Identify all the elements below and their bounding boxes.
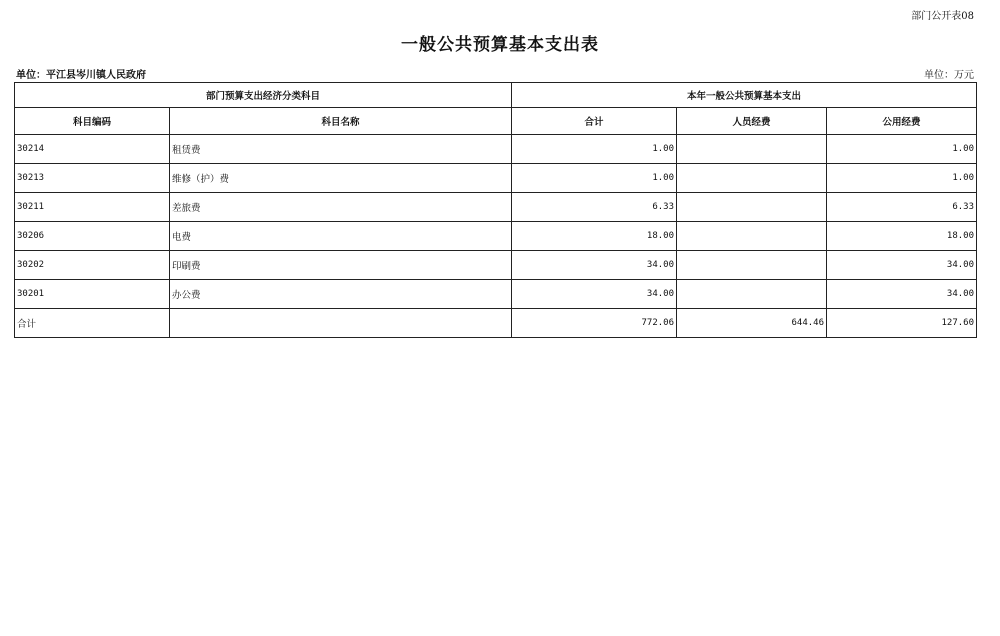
table-row	[15, 222, 977, 251]
cell-public: 6.33	[827, 193, 977, 222]
cell-name: 租赁费	[170, 135, 512, 164]
column-header-row	[15, 108, 977, 135]
cell-personnel	[677, 193, 827, 222]
unit-currency: 单位：万元	[924, 70, 974, 81]
cell-total: 34.00	[512, 280, 677, 309]
cell-personnel	[677, 222, 827, 251]
unit-organization: 单位：平江县岑川镇人民政府	[16, 70, 146, 81]
cell-public: 18.00	[827, 222, 977, 251]
cell-public: 127.60	[827, 309, 977, 338]
column-header-total: 合计	[512, 108, 677, 135]
cell-code: 30213	[15, 164, 170, 193]
group-header-row	[15, 83, 977, 108]
cell-code: 30214	[15, 135, 170, 164]
cell-total: 1.00	[512, 164, 677, 193]
cell-code: 30201	[15, 280, 170, 309]
column-header-personnel: 人员经费	[677, 108, 827, 135]
form-code: 部门公开表08	[911, 11, 974, 22]
cell-personnel	[677, 164, 827, 193]
group-header-classification: 部门预算支出经济分类科目	[15, 83, 512, 108]
column-header-name: 科目名称	[170, 108, 512, 135]
cell-total: 1.00	[512, 135, 677, 164]
cell-public: 34.00	[827, 251, 977, 280]
cell-public: 1.00	[827, 164, 977, 193]
table-row	[15, 251, 977, 280]
page-title: 一般公共预算基本支出表	[401, 35, 599, 55]
cell-name: 电费	[170, 222, 512, 251]
cell-name: 印刷费	[170, 251, 512, 280]
cell-name: 维修（护）费	[170, 164, 512, 193]
cell-public: 34.00	[827, 280, 977, 309]
table-row	[15, 193, 977, 222]
column-header-code: 科目编码	[15, 108, 170, 135]
table-row	[15, 280, 977, 309]
cell-total: 18.00	[512, 222, 677, 251]
cell-name: 办公费	[170, 280, 512, 309]
cell-name	[170, 309, 512, 338]
cell-total: 34.00	[512, 251, 677, 280]
column-header-public: 公用经费	[827, 108, 977, 135]
cell-personnel	[677, 135, 827, 164]
table-row	[15, 135, 977, 164]
cell-total: 6.33	[512, 193, 677, 222]
cell-total-label: 合计	[15, 309, 170, 338]
total-row	[15, 309, 977, 338]
cell-name: 差旅费	[170, 193, 512, 222]
budget-table	[14, 82, 977, 338]
table-row	[15, 164, 977, 193]
cell-total: 772.06	[512, 309, 677, 338]
cell-personnel: 644.46	[677, 309, 827, 338]
cell-personnel	[677, 280, 827, 309]
cell-code: 30202	[15, 251, 170, 280]
cell-code: 30211	[15, 193, 170, 222]
cell-public: 1.00	[827, 135, 977, 164]
group-header-expenditure: 本年一般公共预算基本支出	[512, 83, 977, 108]
cell-code: 30206	[15, 222, 170, 251]
cell-personnel	[677, 251, 827, 280]
